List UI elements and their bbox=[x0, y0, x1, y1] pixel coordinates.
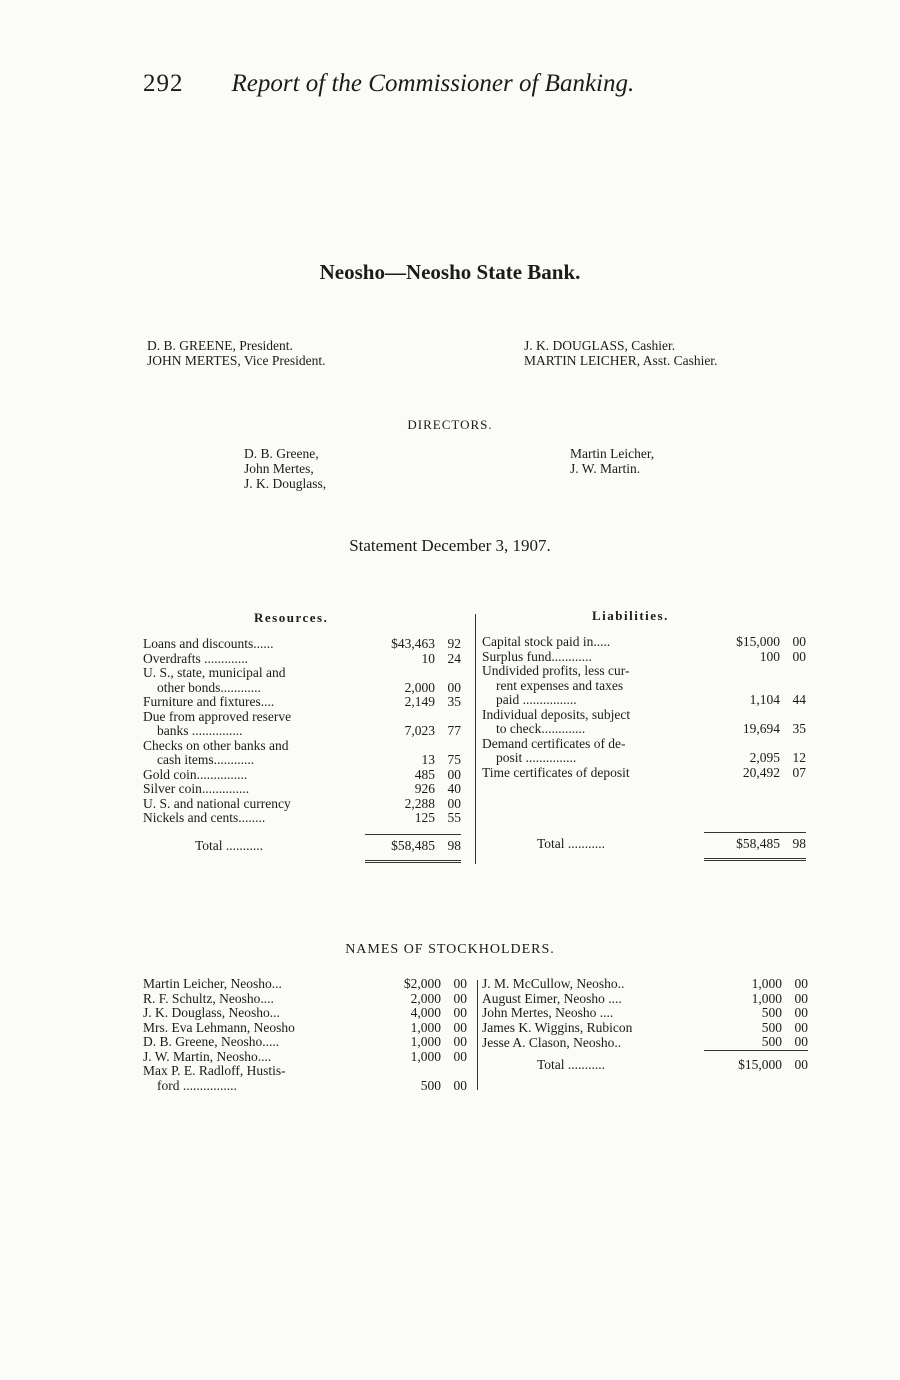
row-dollars bbox=[365, 710, 435, 725]
row-dollars: 2,095 bbox=[749, 750, 780, 765]
liability-row bbox=[482, 751, 806, 766]
row-cents bbox=[780, 708, 806, 723]
total-dollars: $58,485 bbox=[365, 835, 435, 854]
row-cents: 00 bbox=[447, 795, 461, 811]
row-label: U. S., state, municipal and bbox=[143, 665, 286, 680]
officer-asst-cashier: MARTIN LEICHER, Asst. Cashier. bbox=[524, 353, 718, 368]
row-cents: 07 bbox=[792, 764, 806, 780]
row-dollars bbox=[365, 739, 435, 754]
row-cents bbox=[435, 739, 461, 754]
row-dollars bbox=[704, 664, 780, 679]
row-cents bbox=[780, 664, 806, 679]
row-cents: 00 bbox=[453, 1005, 467, 1020]
resources-table bbox=[143, 637, 461, 826]
row-cents: 00 bbox=[792, 648, 806, 664]
row-label: Mrs. Eva Lehmann, Neosho bbox=[143, 1019, 295, 1035]
row-label: banks ............... bbox=[157, 723, 243, 738]
column-divider bbox=[477, 980, 478, 1090]
liability-row bbox=[482, 737, 806, 752]
liability-row bbox=[482, 693, 806, 708]
row-cents: 00 bbox=[792, 634, 806, 649]
resource-row bbox=[143, 782, 461, 797]
row-dollars: 485 bbox=[414, 766, 435, 782]
officer-president: D. B. GREENE, President. bbox=[147, 338, 293, 353]
row-dollars: $2,000 bbox=[403, 976, 441, 991]
row-label: cash items............ bbox=[157, 752, 255, 767]
row-cents: 00 bbox=[794, 990, 808, 1006]
double-rule bbox=[365, 860, 461, 863]
row-dollars: 1,000 bbox=[410, 1019, 441, 1035]
row-cents: 12 bbox=[792, 750, 806, 765]
row-label: ford ................ bbox=[157, 1077, 237, 1093]
stockholder-row bbox=[143, 1050, 467, 1065]
row-dollars bbox=[704, 737, 780, 752]
row-cents: 00 bbox=[453, 1019, 467, 1035]
resource-row bbox=[143, 753, 461, 768]
row-dollars bbox=[704, 708, 780, 723]
officers-left bbox=[147, 338, 326, 368]
resource-row bbox=[143, 666, 461, 681]
stockholder-row bbox=[143, 1064, 467, 1079]
resource-row bbox=[143, 710, 461, 725]
row-label: Martin Leicher, Neosho... bbox=[143, 976, 282, 991]
row-label: Time certificates of deposit bbox=[482, 764, 630, 780]
resource-row bbox=[143, 681, 461, 696]
row-cents: 00 bbox=[794, 976, 808, 991]
row-label: other bonds............ bbox=[157, 679, 261, 695]
row-label: Individual deposits, subject bbox=[482, 706, 631, 722]
total-label: Total ........... bbox=[537, 836, 606, 851]
row-label: Demand certificates of de- bbox=[482, 735, 626, 751]
liabilities-total bbox=[482, 832, 806, 861]
total-cents: 98 bbox=[435, 835, 461, 854]
row-cents: 00 bbox=[794, 1034, 808, 1049]
resource-row bbox=[143, 797, 461, 812]
director-name: John Mertes, bbox=[244, 461, 314, 476]
liability-row bbox=[482, 679, 806, 694]
running-title: Report of the Commissioner of Banking. bbox=[231, 70, 635, 97]
row-dollars: 125 bbox=[414, 810, 435, 825]
row-cents: 00 bbox=[453, 1077, 467, 1093]
double-rule bbox=[704, 858, 806, 861]
resource-row bbox=[143, 724, 461, 739]
stockholder-row bbox=[482, 1006, 808, 1021]
page-number: 292 bbox=[143, 70, 184, 97]
row-dollars: 2,288 bbox=[404, 795, 435, 811]
stockholder-row bbox=[143, 1035, 467, 1050]
row-label: U. S. and national currency bbox=[143, 795, 291, 811]
row-label: J. M. McCullow, Neosho.. bbox=[482, 976, 625, 991]
stockholder-row bbox=[143, 977, 467, 992]
row-cents: 00 bbox=[794, 1019, 808, 1035]
row-dollars: 926 bbox=[414, 781, 435, 796]
liabilities-heading: Liabilities. bbox=[592, 608, 669, 623]
row-cents: 00 bbox=[447, 679, 461, 695]
row-cents: 00 bbox=[447, 766, 461, 782]
liability-row bbox=[482, 708, 806, 723]
liabilities-table bbox=[482, 635, 806, 780]
total-dollars: $58,485 bbox=[704, 833, 780, 852]
row-label: Max P. E. Radloff, Hustis- bbox=[143, 1063, 286, 1078]
row-dollars: 10 bbox=[421, 650, 435, 666]
row-cents: 77 bbox=[447, 723, 461, 738]
row-label: to check............. bbox=[496, 721, 586, 736]
row-dollars bbox=[704, 679, 780, 694]
directors-left bbox=[244, 446, 326, 491]
row-label: Jesse A. Clason, Neosho.. bbox=[482, 1034, 622, 1050]
row-cents: 35 bbox=[792, 721, 806, 736]
officer-cashier: J. K. DOUGLASS, Cashier. bbox=[524, 338, 676, 353]
stockholder-row bbox=[143, 992, 467, 1007]
stockholders-left-table bbox=[143, 977, 467, 1093]
resources-total bbox=[143, 834, 461, 863]
total-label: Total ........... bbox=[537, 1057, 606, 1072]
row-dollars: $15,000 bbox=[736, 634, 780, 649]
row-label: J. W. Martin, Neosho.... bbox=[143, 1048, 272, 1064]
resource-row bbox=[143, 652, 461, 667]
row-cents: 40 bbox=[447, 781, 461, 796]
row-cents: 35 bbox=[447, 694, 461, 709]
row-cents bbox=[780, 737, 806, 752]
row-cents: 00 bbox=[453, 990, 467, 1006]
director-name: J. K. Douglass, bbox=[244, 476, 327, 491]
row-cents: 00 bbox=[453, 1034, 467, 1049]
row-label: posit ............... bbox=[496, 750, 577, 765]
director-name: D. B. Greene, bbox=[244, 446, 319, 461]
resource-row bbox=[143, 768, 461, 783]
row-dollars: 20,492 bbox=[742, 764, 780, 780]
total-dollars: $15,000 bbox=[704, 1050, 782, 1073]
row-label: Checks on other banks and bbox=[143, 737, 289, 753]
total-cents: 00 bbox=[782, 1050, 808, 1073]
row-cents: 00 bbox=[794, 1005, 808, 1020]
row-dollars: 500 bbox=[761, 1005, 782, 1020]
row-cents: 00 bbox=[453, 976, 467, 991]
row-label: Loans and discounts...... bbox=[143, 636, 274, 651]
row-dollars: $43,463 bbox=[391, 636, 435, 651]
liability-row bbox=[482, 664, 806, 679]
officer-vice-president: JOHN MERTES, Vice President. bbox=[147, 353, 326, 368]
row-label: Due from approved reserve bbox=[143, 708, 292, 724]
row-cents bbox=[780, 679, 806, 694]
row-label: Nickels and cents........ bbox=[143, 810, 266, 825]
row-cents: 55 bbox=[447, 810, 461, 825]
liability-row bbox=[482, 650, 806, 665]
row-cents: 00 bbox=[453, 1048, 467, 1064]
row-dollars: 500 bbox=[420, 1077, 441, 1093]
liability-row bbox=[482, 635, 806, 650]
row-label: John Mertes, Neosho .... bbox=[482, 1005, 614, 1020]
row-dollars: 1,000 bbox=[410, 1034, 441, 1049]
director-name: J. W. Martin. bbox=[570, 461, 641, 476]
row-label: paid ................ bbox=[496, 692, 577, 707]
running-header bbox=[143, 70, 634, 98]
row-label: August Eimer, Neosho .... bbox=[482, 990, 622, 1006]
officers-right bbox=[524, 338, 717, 368]
row-label: Capital stock paid in..... bbox=[482, 634, 611, 649]
row-dollars: 1,000 bbox=[751, 990, 782, 1006]
row-dollars: 1,000 bbox=[410, 1048, 441, 1064]
row-dollars: 19,694 bbox=[742, 721, 780, 736]
bank-title: Neosho—Neosho State Bank. bbox=[319, 260, 581, 284]
row-label: Furniture and fixtures.... bbox=[143, 694, 275, 709]
row-label: D. B. Greene, Neosho..... bbox=[143, 1034, 280, 1049]
stockholder-row bbox=[482, 1021, 808, 1036]
stockholder-row bbox=[482, 977, 808, 992]
row-cents bbox=[435, 710, 461, 725]
row-cents: 75 bbox=[447, 752, 461, 767]
row-cents: 92 bbox=[447, 636, 461, 651]
resource-row bbox=[143, 739, 461, 754]
row-cents bbox=[441, 1064, 467, 1079]
row-label: J. K. Douglass, Neosho... bbox=[143, 1005, 280, 1020]
row-label: Overdrafts ............. bbox=[143, 650, 248, 666]
row-label: Undivided profits, less cur- bbox=[482, 663, 630, 678]
resources-heading: Resources. bbox=[254, 610, 329, 625]
row-label: Surplus fund............ bbox=[482, 648, 592, 664]
stockholder-row bbox=[482, 1035, 808, 1050]
row-label: Gold coin............... bbox=[143, 766, 248, 782]
stockholder-row bbox=[143, 1021, 467, 1036]
column-divider bbox=[475, 614, 476, 864]
stockholders-right-table bbox=[482, 977, 808, 1073]
row-cents: 24 bbox=[447, 650, 461, 666]
row-label: Silver coin.............. bbox=[143, 781, 250, 796]
row-cents bbox=[435, 666, 461, 681]
row-dollars: 500 bbox=[761, 1019, 782, 1035]
row-dollars: 13 bbox=[421, 752, 435, 767]
row-cents: 44 bbox=[792, 692, 806, 707]
row-dollars: 100 bbox=[759, 648, 780, 664]
directors-heading: DIRECTORS. bbox=[407, 417, 493, 432]
resource-row bbox=[143, 811, 461, 826]
total-label: Total ........... bbox=[195, 838, 264, 853]
row-dollars: 4,000 bbox=[410, 1005, 441, 1020]
row-dollars: 2,149 bbox=[404, 694, 435, 709]
stockholders-heading: NAMES OF STOCKHOLDERS. bbox=[345, 942, 555, 957]
resource-row bbox=[143, 695, 461, 710]
row-dollars: 1,000 bbox=[751, 976, 782, 991]
row-label: rent expenses and taxes bbox=[496, 677, 624, 693]
statement-title: Statement December 3, 1907. bbox=[349, 536, 551, 555]
row-dollars: 500 bbox=[761, 1034, 782, 1049]
row-dollars bbox=[365, 666, 435, 681]
director-name: Martin Leicher, bbox=[570, 446, 655, 461]
row-label: James K. Wiggins, Rubicon bbox=[482, 1019, 633, 1035]
row-dollars: 2,000 bbox=[404, 679, 435, 695]
total-cents: 98 bbox=[780, 833, 806, 852]
stockholder-row bbox=[482, 992, 808, 1007]
liability-row bbox=[482, 766, 806, 781]
row-dollars bbox=[365, 1064, 441, 1079]
resource-row bbox=[143, 637, 461, 652]
directors-right bbox=[570, 446, 654, 476]
row-dollars: 2,000 bbox=[410, 990, 441, 1006]
row-dollars: 1,104 bbox=[749, 692, 780, 707]
row-dollars: 7,023 bbox=[404, 723, 435, 738]
stockholder-row bbox=[143, 1006, 467, 1021]
stockholder-row bbox=[143, 1079, 467, 1094]
row-label: R. F. Schultz, Neosho.... bbox=[143, 990, 274, 1006]
liability-row bbox=[482, 722, 806, 737]
